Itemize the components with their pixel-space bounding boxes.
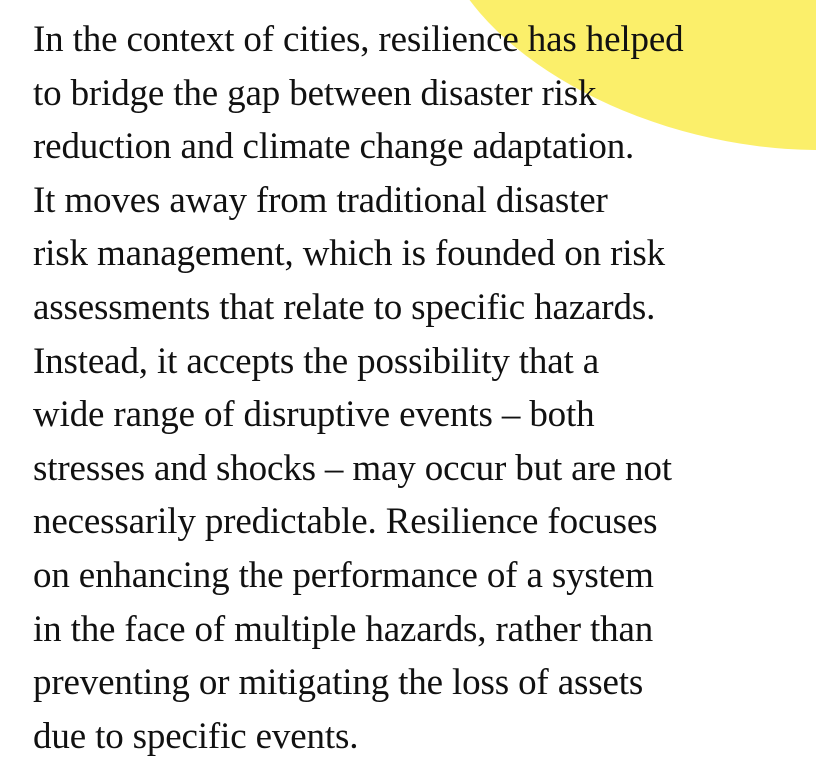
paragraph-line-4: It moves away from traditional disaster [33,179,608,221]
body-paragraph [33,13,813,763]
paragraph-line-8: wide range of disruptive events – both [33,394,595,436]
paragraph-line-1: In the context of cities, resilience has helped [33,19,684,60]
paragraph-line-14: due to specific events. [33,715,359,757]
paragraph-line-2: to bridge the gap between disaster risk [33,72,597,114]
paragraph-line-11: on enhancing the performance of a system [33,554,654,596]
paragraph-line-12: in the face of multiple hazards, rather than [33,608,654,650]
paragraph-line-3: reduction and climate change adaptation. [33,126,635,168]
paragraph-line-6: assessments that relate to specific hazards. [33,286,656,328]
paragraph-line-7: Instead, it accepts the possibility that a [33,340,600,382]
paragraph-line-13: preventing or mitigating the loss of assets [33,662,644,704]
paragraph-line-5: risk management, which is founded on risk [33,233,665,275]
paragraph-line-10: necessarily predictable. Resilience focuses [33,501,658,543]
paragraph-line-9: stresses and shocks – may occur but are not [33,447,672,489]
